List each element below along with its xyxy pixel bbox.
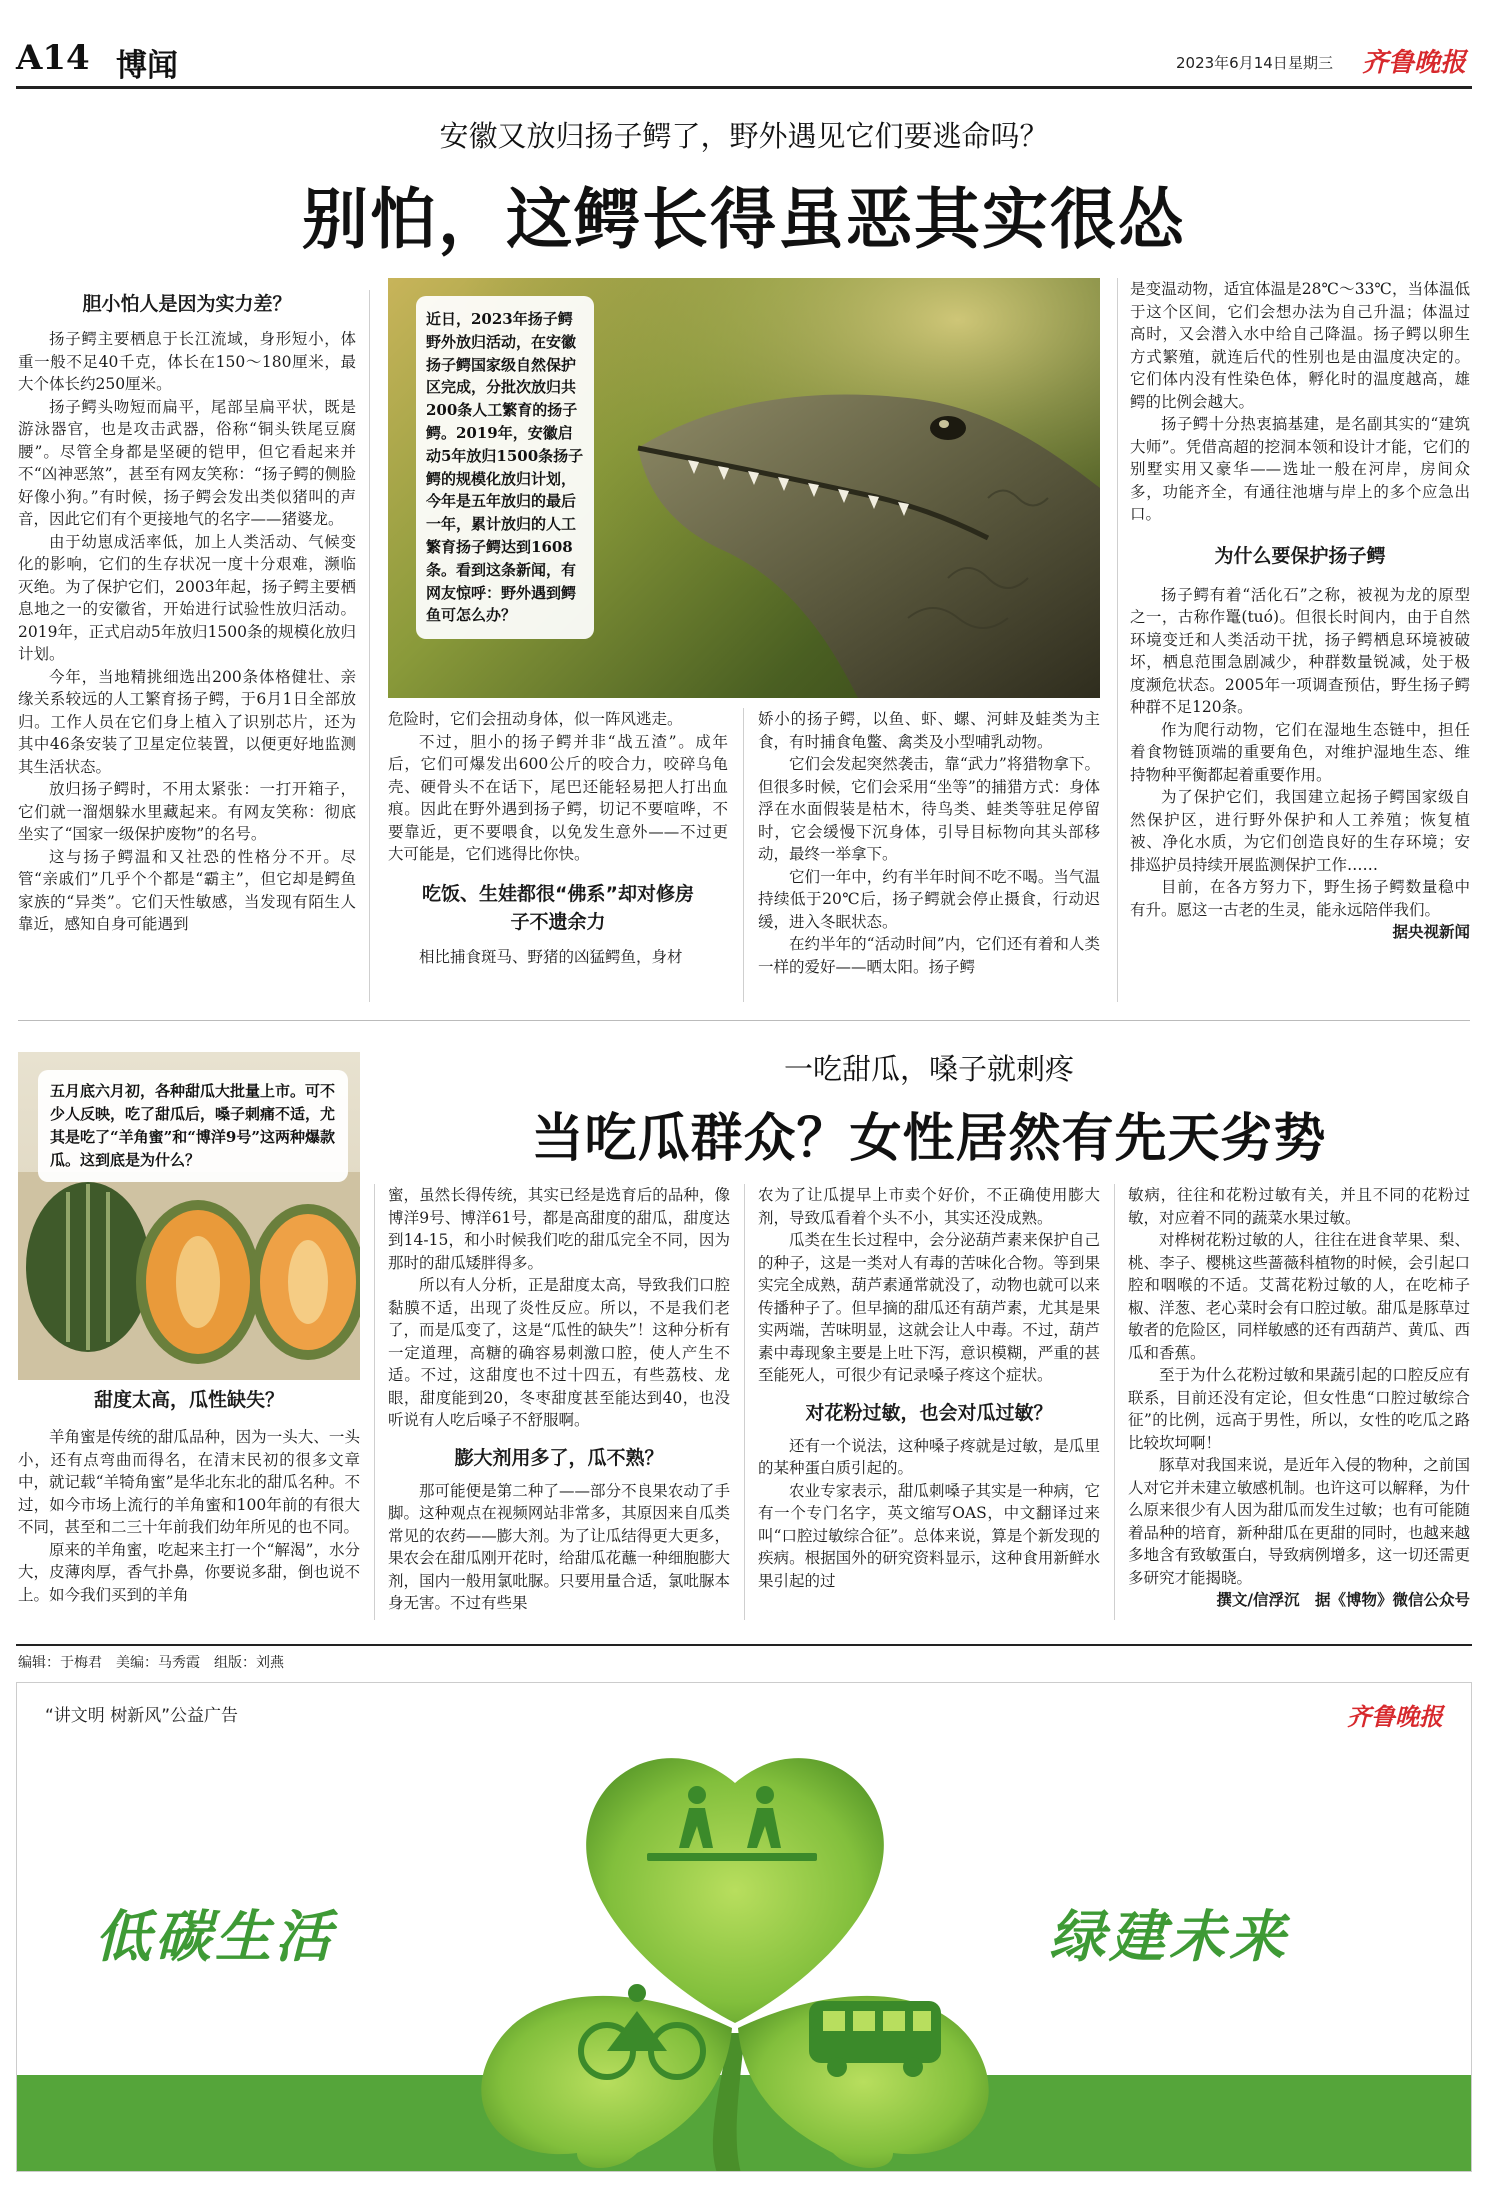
paragraph: 目前，在各方努力下，野生扬子鳄数量稳中有升。愿这一古老的生灵，能永远陪伴我们。 [1130, 878, 1470, 919]
ad-brand-logo: 齐鲁晚报 [1347, 1702, 1443, 1731]
column-divider [743, 708, 744, 1002]
column-divider [369, 290, 370, 1002]
article1-col4-text-2 [1130, 584, 1470, 922]
issue-weekday: 星期三 [1288, 54, 1334, 72]
crocodile-photo [388, 278, 1100, 698]
paragraph: 扬子鳄有着“活化石”之称，被视为龙的原型之一，古称作鼍(tuó)。但很长时间内，由于自然环境变迁和人类活动干扰，扬子鳄栖息环境被破坏，栖息范围急剧减少，种群数量锐减，处于极度濒危状态。2005年一项调查预估，野生扬子鳄种群不足120条。 [1130, 585, 1470, 716]
article2-col2-text [388, 1184, 730, 1432]
melon-photo [18, 1052, 360, 1380]
article2-col2-heading: 膨大剂用多了，瓜不熟？ [454, 1446, 664, 1469]
article1-source: 据央视新闻 [1392, 922, 1470, 941]
paragraph: 农为了让瓜提早上市卖个好价，不正确使用膨大剂，导致瓜看着个头不小，其实还没成熟。 [758, 1186, 1100, 1227]
paragraph: 扬子鳄头吻短而扁平，尾部呈扁平状，既是游泳器官，也是攻击武器，俗称“铜头铁尾豆腐腰”。尽管全身都是坚硬的铠甲，但它看起来并不“凶神恶煞”，甚至有网友笑称：“扬子鳄的侧脸好像小狗。”有时候，扬子鳄会发出类似猪叫的声音，因此它们有个更接地气的名字——猪婆龙。 [18, 397, 356, 528]
article2-col3-text [758, 1184, 1100, 1387]
article1-col1-heading: 胆小怕人是因为实力差？ [82, 293, 292, 315]
paragraph: 在约半年的“活动时间”内，它们还有着和人类一样的爱好——晒太阳。扬子鳄 [758, 935, 1100, 976]
column-divider [374, 1184, 375, 1620]
page-number: A14 [16, 38, 90, 78]
paragraph: 蜜，虽然长得传统，其实已经是选育后的品种，像博洋9号、博洋61号，都是高甜度的甜瓜，甜度达到14-15，和小时候我们吃的甜瓜完全不同，因为那时的甜瓜矮胖得多。 [388, 1186, 730, 1272]
article1-headline: 别怕，这鳄长得虽恶其实很怂 [302, 180, 1186, 258]
paragraph: 为了保护它们，我国建立起扬子鳄国家级自然保护区，进行野外保护和人工养殖；恢复植被、净化水质，为它们创造良好的生存环境；安排巡护员持续开展监测保护工作…… [1130, 788, 1470, 874]
section-name: 博闻 [116, 48, 178, 84]
article1-kicker: 安徽又放归扬子鳄了，野外遇见它们要逃命吗？ [439, 119, 1049, 153]
article1-col4-text [1130, 278, 1470, 526]
article2-kicker: 一吃甜瓜，嗓子就刺疼 [783, 1052, 1074, 1086]
paragraph: 扬子鳄主要栖息于长江流域，身形短小，体重一般不足40千克，体长在150～180厘米，最大个体长约250厘米。 [18, 330, 356, 393]
article1-col2-tail [388, 946, 728, 969]
article2-col1-heading: 甜度太高，瓜性缺失？ [93, 1389, 284, 1411]
paragraph: 由于幼崽成活率低，加上人类活动、气候变化的影响，它们的生存状况一度十分艰难，濒临灭绝。为了保护它们，2003年起，扬子鳄主要栖息地之一的安徽省，开始进行试验性放归活动。2019年，正式启动5年放归1500条的规模化放归计划。 [18, 532, 356, 663]
paragraph: 相比捕食斑马、野猪的凶猛鳄鱼，身材 [419, 947, 683, 966]
column-divider [1114, 1184, 1115, 1620]
article2-col4-text [1128, 1184, 1470, 1589]
paragraph: 是变温动物，适宜体温是28℃～33℃，当体温低于这个区间，它们会想办法为自己升温；体温过高时，又会潜入水中给自己降温。扬子鳄以卵生方式繁殖，就连后代的性别也是由温度决定的。它们体内没有性染色体，孵化时的温度越高，雄鳄的比例会越大。 [1130, 280, 1470, 411]
paragraph: 它们会发起突然袭击，靠“武力”将猎物拿下。但很多时候，它们会采用“坐等”的捕猎方式：身体浮在水面假装是枯木，待鸟类、蛙类等驻足停留时，它会缓慢下沉身体，引导目标物向其头部移动，最终一举拿下。 [758, 755, 1100, 863]
paragraph: 作为爬行动物，它们在湿地生态链中，担任着食物链顶端的重要角色，对维护湿地生态、维持物种平衡都起着重要作用。 [1130, 720, 1470, 784]
article-separator [18, 1020, 1470, 1021]
article1-col3-text [758, 708, 1100, 978]
melon-photo-caption: 五月底六月初，各种甜瓜大批量上市。可不少人反映，吃了甜瓜后，嗓子刺痛不适，尤其是吃了“羊角蜜”和“博洋9号”这两种爆款瓜。这到底是为什么？ [38, 1070, 348, 1182]
article1-col2-text [388, 708, 728, 866]
ad-label: “讲文明 树新风”公益广告 [45, 1706, 239, 1726]
editors-credit: 编辑：于梅君 美编：马秀霞 组版：刘燕 [18, 1655, 284, 1671]
paragraph: 还有一个说法，这种嗓子疼就是过敏，是瓜里的某种蛋白质引起的。 [758, 1436, 1100, 1477]
article1-col2-heading: 吃饭、生娃都很“佛系”却对修房子不遗余力 [422, 882, 694, 933]
article1-col4-heading: 为什么要保护扬子鳄 [1214, 544, 1386, 567]
article2-byline: 撰文/信浮沉 据《博物》微信公众号 [1216, 1590, 1470, 1609]
paragraph: 危险时，它们会扭动身体，似一阵风逃走。 [388, 710, 683, 728]
paragraph: 羊角蜜是传统的甜瓜品种，因为一头大、一头小，还有点弯曲而得名，在清末民初的很多文章中，就记载“羊犄角蜜”是华北东北的甜瓜名种。不过，如今市场上流行的羊角蜜和100年前的有很大不同，甚至和二三十年前我们幼年所见的也不同。 [18, 1428, 360, 1536]
brand-logo: 齐鲁晚报 [1362, 48, 1467, 78]
issue-date: 2023年6月14日 [1176, 54, 1288, 72]
paragraph: 不过，胆小的扬子鳄并非“战五渣”。成年后，它们可爆发出600公斤的咬合力，咬碎乌龟壳、硬骨头不在话下，尾巴还能轻易把人打出血痕。因此在野外遇到扬子鳄，切记不要喧哗，不要靠近，更不要喂食，以免发生意外——不过更大可能是，它们逃得比你快。 [388, 732, 728, 863]
paragraph: 这与扬子鳄温和又社恐的性格分不开。尽管“亲戚们”几乎个个都是“霸主”，但它却是鳄鱼家族的“异类”。它们天性敏感，当发现有陌生人靠近，感知自身可能遇到 [18, 847, 356, 933]
paragraph: 农业专家表示，甜瓜刺嗓子其实是一种病，它有一个专门名字，英文缩写OAS，中文翻译过来叫“口腔过敏综合征”。总体来说，算是个新发现的疾病。根据国外的研究资料显示，这种食用新鲜水果引起的过 [758, 1481, 1100, 1590]
paragraph: 放归扬子鳄时，不用太紧张：一打开箱子，它们就一溜烟躲水里藏起来。有网友笑称：彻底坐实了“国家一级保护废物”的名号。 [18, 780, 356, 843]
paragraph: 豚草对我国来说，是近年入侵的物种，之前国人对它并未建立敏感机制。也许这可以解释，为什么原来很少有人因为甜瓜而发生过敏；也有可能随着品种的培育，新种甜瓜在更甜的同时，也越来越多地含有致敏蛋白，导致病例增多，这一切还需更多研究才能揭晓。 [1128, 1456, 1470, 1587]
paragraph: 今年，当地精挑细选出200条体格健壮、亲缘关系较远的人工繁育扬子鳄，于6月1日全部放归。工作人员在它们身上植入了识别芯片，还为其中46条安装了卫星定位装置，以便更好地监测其生活状态。 [18, 667, 356, 776]
paragraph: 扬子鳄十分热衷搞基建，是名副其实的“建筑大师”。凭借高超的挖洞本领和设计才能，它们的别墅实用又豪华——选址一般在河岸，房间众多，功能齐全，有通往池塘与岸上的多个应急出口。 [1130, 415, 1470, 523]
paragraph: 娇小的扬子鳄，以鱼、虾、螺、河蚌及蛙类为主食，有时捕食龟鳖、禽类及小型哺乳动物。 [758, 710, 1100, 751]
paragraph: 对桦树花粉过敏的人，往往在进食苹果、梨、桃、李子、樱桃这些蔷薇科植物的时候，会引起口腔和咽喉的不适。艾蒿花粉过敏的人，在吃柿子椒、洋葱、老心菜时会有口腔过敏。甜瓜是豚草过敏者的危险区，同样敏感的还有西葫芦、黄瓜、西瓜和香蕉。 [1128, 1231, 1470, 1362]
article1-col1-text [18, 328, 356, 936]
header-rule [16, 86, 1472, 89]
article2-col1-text [18, 1426, 360, 1606]
paragraph: 至于为什么花粉过敏和果蔬引起的口腔反应有联系，目前还没有定论，但女性患“口腔过敏综合征”的比例，远高于男性，所以，女性的吃瓜之路比较坎坷啊！ [1128, 1366, 1470, 1452]
ad-right-slogan: 绿建未来 [1049, 1905, 1289, 1970]
paragraph: 所以有人分析，正是甜度太高，导致我们口腔黏膜不适，出现了炎性反应。所以，不是我们老了，而是瓜变了，这是“瓜性的缺失”！这种分析有一定道理，高糖的确容易刺激口腔，使人产生不适。不过，这甜度也不过十四五，有些荔枝、龙眼，甜度能到20，冬枣甜度甚至能达到40，也没听说有人吃后嗓子不舒服啊。 [388, 1276, 730, 1429]
column-divider [744, 1184, 745, 1620]
paragraph: 瓜类在生长过程中，会分泌葫芦素来保护自己的种子，这是一类对人有毒的苦味化合物。等到果实完全成熟，葫芦素通常就没了，动物也就可以来传播种子了。但早摘的甜瓜还有葫芦素，尤其是果实两端，苦味明显，这就会让人中毒。不过，葫芦素中毒现象主要是上吐下泻，意识模糊，严重的甚至能死人，可很少有记录嗓子疼这个症状。 [758, 1231, 1100, 1384]
column-divider [1117, 278, 1118, 1002]
crocodile-photo-caption: 近日，2023年扬子鳄野外放归活动，在安徽扬子鳄国家级自然保护区完成，分批次放归共200条人工繁育的扬子鳄。2019年，安徽启动5年放归1500条扬子鳄的规模化放归计划，今年是五年放归的最后一年，累计放归的人工繁育扬子鳄达到1608条。看到这条新闻，有网友惊呼：野外遇到鳄鱼可怎么办？ [416, 296, 594, 639]
article2-col2-text-2 [388, 1480, 730, 1615]
public-service-ad [16, 1682, 1472, 2172]
footer-rule [16, 1644, 1472, 1646]
paragraph: 原来的羊角蜜，吃起来主打一个“解渴”，水分大，皮薄肉厚，香气扑鼻，你要说多甜，倒也说不上。如今我们买到的羊角 [18, 1540, 360, 1604]
article2-headline: 当吃瓜群众？女性居然有先天劣势 [531, 1108, 1327, 1169]
paragraph: 敏病，往往和花粉过敏有关，并且不同的花粉过敏，对应着不同的蔬菜水果过敏。 [1128, 1186, 1470, 1227]
ad-left-slogan: 低碳生活 [95, 1905, 335, 1970]
article2-col3-heading: 对花粉过敏，也会对瓜过敏？ [805, 1401, 1053, 1424]
paragraph: 它们一年中，约有半年时间不吃不喝。当气温持续低于20℃后，扬子鳄就会停止摄食，行动迟缓，进入冬眠状态。 [758, 867, 1100, 931]
article2-col3-text-2 [758, 1435, 1100, 1593]
paragraph: 那可能便是第二种了——部分不良果农动了手脚。这种观点在视频网站非常多，其原因来自瓜类常见的农药——膨大剂。为了让瓜结得更大更多，果农会在甜瓜刚开花时，给甜瓜花蘸一种细胞膨大剂，国内一般用氯吡脲。只要用量合适，氯吡脲本身无害。不过有些果 [388, 1481, 730, 1612]
page-header [16, 30, 1472, 88]
